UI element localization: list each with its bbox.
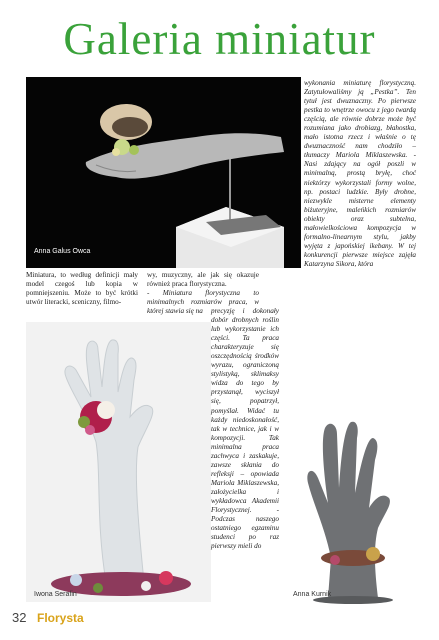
- article-text-right-top: [304, 79, 416, 269]
- article-text-middle: [211, 307, 279, 551]
- article-paragraph: precyzję i dokonały dobór drobnych roślin lub wykorzystanie ich części. Ta praca charakteryzuje się oszczędnością środków wyrazu, ograniczoną stylistyką, sklimaksy widza do tego by przystanął, wyciszył się, popatrzył, pomyślał. Widać tu każdy niedoskonałość, tak w technice, jak i w kompozycji. Tak minimalna praca zachwyca i zaskakuje, zawsze skłania do refleksji – opowiada Mariola Miklaszewska, założycielka i wykładowca Akademii Florystycznej. - Podczas naszego ostatniego egzaminu studenci po raz pierwszy mieli do: [211, 307, 279, 551]
- article-paragraph: Miniatura, to według definicji mały model czegoś lub kopia w pomniejszeniu. Może to być krótki utwór literacki, sceniczny, filmo-: [26, 271, 138, 307]
- page-footer: [0, 610, 439, 632]
- photo-caption-right: Anna Kurnik: [293, 591, 332, 598]
- page-title: Galeria miniatur: [63, 14, 376, 64]
- photo-caption-left: Iwona Serafin: [34, 591, 77, 598]
- article-paragraph: wykonania miniaturę florystyczną. Zatytułowaliśmy ją „Pestka”. Ten tytuł jest dwuznaczny. Po pierwsze pestka to wnętrze owocu z jego twardą częścią, ale równie dobrze może być rozumiana jako drobiazg, błahostka, mało istotna rzecz i właśnie o tę dwuznaczność nam chodziło – tłumaczy Mariola Miklaszewska. - Nasi zdający na ogół poszli w minimalną, prostą bryłę, choć niektórzy wykorzystali formy wolne, np. postaci ludzkie. Były drobne, niezwykle misterne elementy biżuteryjne, maleńkich rozmiarów obiekty oraz subtelna, małowielkościowa kompozycja w formalno-linearnym stylu, jakby wyjęta z japońskiej ikebany. W tej konkurencji pierwsze miejsce zajęła Katarzyna Sikora, która: [304, 79, 416, 268]
- article-paragraph: wy, muzyczny, ale jak się okazuje również praca florystyczna.: [147, 271, 259, 289]
- article-text-col1: [26, 271, 138, 307]
- page-number: 32: [12, 610, 27, 625]
- photo-grey-hand: [283, 408, 413, 604]
- article-paragraph: - Miniatura florystyczna to minimalnych rozmiarów praca, w której stawia się na: [147, 289, 259, 316]
- magazine-name: Florysta: [37, 611, 84, 625]
- photo-glass-hand: [26, 322, 211, 602]
- photo-hand-sculpture-black: [26, 77, 301, 268]
- photo-caption-top: Anna Galus Owca: [34, 248, 91, 255]
